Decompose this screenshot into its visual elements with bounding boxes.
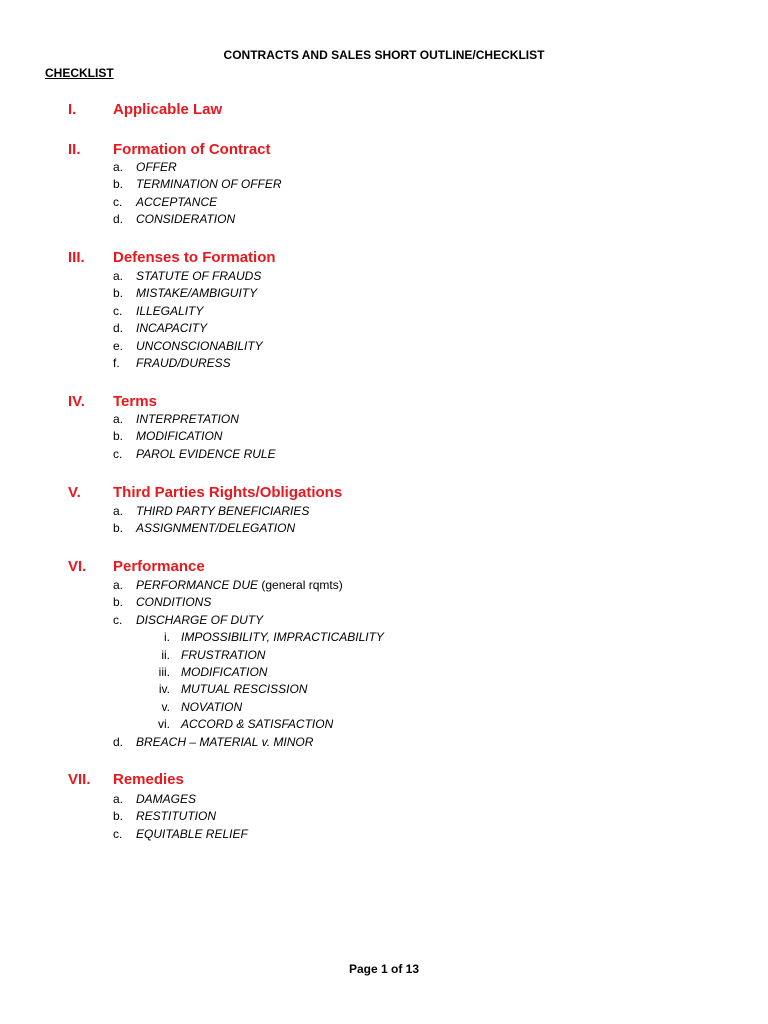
checklist-label: CHECKLIST [45,66,114,80]
list-item [0,211,768,228]
item-letter: b. [113,286,124,301]
list-item [0,428,768,445]
list-item [0,594,768,611]
list-item [0,791,768,808]
list-item [0,826,768,843]
item-letter: a. [113,504,124,518]
list-item [0,268,768,285]
item-text: RESTITUTION [136,809,216,824]
item-letter: a. [113,160,124,174]
section-number: II. [68,141,81,158]
item-note: (general rqmts) [258,578,343,592]
section-title: Terms [113,393,157,410]
item-list [0,268,768,372]
item-list [0,411,768,463]
section-title: Defenses to Formation [113,249,276,266]
sub-list-item [0,716,768,733]
section-title: Formation of Contract [113,141,271,158]
item-list [0,503,768,538]
sub-item-number: iv. [158,682,170,697]
item-text: ACCEPTANCE [136,194,218,209]
item-text: PAROL EVIDENCE RULE [136,446,276,461]
item-text: TERMINATION OF OFFER [136,177,282,192]
item-list [0,791,768,843]
item-letter: c. [113,446,123,461]
sub-list-item [0,629,768,646]
item-letter: a. [113,412,124,426]
item-text: ASSIGNMENT/DELEGATION [136,521,296,536]
list-item [0,446,768,463]
item-text: INCAPACITY [136,321,208,336]
list-item [0,612,768,629]
item-letter: b. [113,429,124,444]
item-letter: c. [113,826,123,841]
list-item [0,303,768,320]
list-item [0,176,768,193]
item-text: OFFER [136,160,177,174]
list-item [0,338,768,355]
item-letter: f. [113,355,120,370]
section-title: Remedies [113,771,184,788]
sub-list-item [0,664,768,681]
list-item [0,520,768,537]
item-text: CONDITIONS [136,595,212,610]
sub-item-number: ii. [161,647,170,662]
item-text: INTERPRETATION [136,412,239,426]
sub-item-number: vi. [158,717,170,732]
item-letter: b. [113,809,124,824]
item-letter: b. [113,521,124,536]
item-letter: a. [113,269,124,283]
item-letter: e. [113,338,124,353]
item-letter: a. [113,792,124,806]
item-list [0,159,768,229]
item-text: MISTAKE/AMBIGUITY [136,286,258,301]
item-list [0,577,768,751]
list-item [0,734,768,751]
list-item [0,355,768,372]
item-text: PERFORMANCE DUE [136,578,259,592]
sub-item-text: MODIFICATION [181,664,268,679]
item-text: DISCHARGE OF DUTY [136,612,264,627]
item-text: FRAUD/DURESS [136,355,231,370]
item-letter: b. [113,177,124,192]
list-item [0,577,768,594]
list-item [0,194,768,211]
item-letter: d. [113,321,124,336]
section-number: VII. [68,771,91,788]
list-item [0,503,768,520]
section-number: VI. [68,558,87,575]
item-text: ILLEGALITY [136,303,204,318]
list-item [0,285,768,302]
section-title: Performance [113,558,205,575]
sub-item-text: IMPOSSIBILITY, IMPRACTICABILITY [181,630,384,645]
item-text: BREACH – MATERIAL v. MINOR [136,734,314,749]
list-item [0,159,768,176]
sub-list-item [0,681,768,698]
sub-item-text: MUTUAL RESCISSION [181,682,308,697]
section-number: IV. [68,393,85,410]
section-number: I. [68,101,77,118]
item-letter: c. [113,194,123,209]
section-title: Third Parties Rights/Obligations [113,484,343,501]
document-title: CONTRACTS AND SALES SHORT OUTLINE/CHECKLIST [223,48,545,62]
item-letter: d. [113,212,124,227]
sub-item-number: iii. [158,664,170,679]
sub-item-text: ACCORD & SATISFACTION [181,717,334,732]
sub-item-number: i. [164,630,170,645]
section-number: III. [68,249,85,266]
item-letter: c. [113,303,123,318]
item-letter: d. [113,734,124,749]
item-text-group [136,577,343,594]
item-text: STATUTE OF FRAUDS [136,269,262,283]
item-text: UNCONSCIONABILITY [136,338,263,353]
sub-item-text: NOVATION [181,699,243,714]
item-text: MODIFICATION [136,429,223,444]
list-item [0,808,768,825]
page-number: Page 1 of 13 [348,962,420,976]
sub-item-number: v. [161,699,170,714]
sub-list-item [0,699,768,716]
item-text: EQUITABLE RELIEF [136,826,248,841]
list-item [0,320,768,337]
list-item [0,411,768,428]
item-text: THIRD PARTY BENEFICIARIES [136,504,310,518]
item-letter: b. [113,595,124,610]
sub-item-text: FRUSTRATION [181,647,266,662]
section-title: Applicable Law [113,101,223,118]
section-number: V. [68,484,81,501]
sub-list-item [0,647,768,664]
item-letter: a. [113,578,124,592]
item-letter: c. [113,612,123,627]
item-text: DAMAGES [136,792,197,806]
item-text: CONSIDERATION [136,212,236,227]
